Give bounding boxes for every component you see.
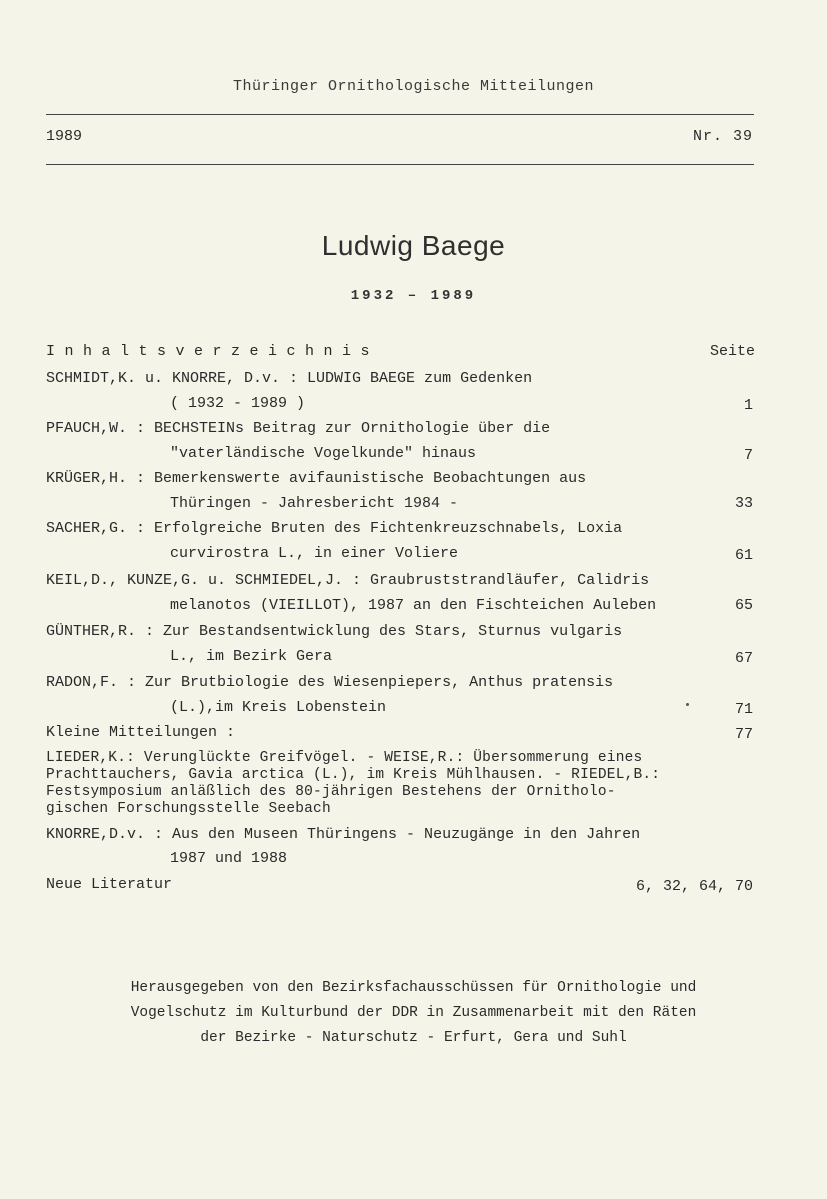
- toc-heading: Inhaltsverzeichnis: [46, 343, 380, 360]
- publisher-line: Herausgegeben von den Bezirksfachausschüssen für Ornithologie und: [130, 980, 697, 996]
- toc-entry-line: Prachttauchers, Gavia arctica (L.), im Kreis Mühlhausen. - RIEDEL,B.:: [46, 767, 661, 783]
- toc-entry-line: Festsymposium anläßlich des 80-jährigen Bestehens der Ornitholo-: [46, 784, 616, 800]
- toc-entry-page: 6, 32, 64, 70: [635, 878, 753, 895]
- toc-entry-page: 65: [734, 597, 753, 614]
- toc-entry-page: 77: [734, 726, 753, 743]
- toc-entry-page: 7: [743, 447, 753, 464]
- issue-year: 1989: [46, 128, 83, 145]
- toc-entry-line: melanotos (VIEILLOT), 1987 an den Fischteichen Auleben: [170, 597, 657, 614]
- toc-entry-page: 33: [734, 495, 753, 512]
- toc-entry-line: (L.),im Kreis Lobenstein: [170, 699, 387, 716]
- toc-entry-line: RADON,F. : Zur Brutbiologie des Wiesenpiepers, Anthus pratensis: [46, 674, 614, 691]
- toc-entry-line: KNORRE,D.v. : Aus den Museen Thüringens - Neuzugänge in den Jahren: [46, 826, 641, 843]
- toc-entry-page: 1: [743, 397, 753, 414]
- toc-entry-page: 71: [734, 701, 753, 718]
- toc-entry-line: LIEDER,K.: Verunglückte Greifvögel. - WEISE,R.: Übersommerung eines: [46, 750, 643, 766]
- toc-entry-line: PFAUCH,W. : BECHSTEINs Beitrag zur Ornithologie über die: [46, 420, 551, 437]
- toc-entry-line: gischen Forschungsstelle Seebach: [46, 801, 331, 817]
- toc-entry-line: ( 1932 - 1989 ): [170, 395, 306, 412]
- toc-entry-line: Kleine Mitteilungen :: [46, 724, 236, 741]
- header-rule-bottom: [46, 164, 754, 165]
- stray-dot: [686, 703, 689, 706]
- toc-entry-line: KEIL,D., KUNZE,G. u. SCHMIEDEL,J. : Graubruststrandläufer, Calidris: [46, 572, 650, 589]
- toc-page-label: Seite: [709, 343, 755, 360]
- toc-entry-line: "vaterländische Vogelkunde" hinaus: [170, 445, 477, 462]
- toc-entry-page: 67: [734, 650, 753, 667]
- memorial-dates: 1932 – 1989: [350, 288, 477, 304]
- toc-entry-page: 61: [734, 547, 753, 564]
- memorial-name: Ludwig Baege: [321, 230, 506, 261]
- issue-number: Nr. 39: [692, 128, 753, 145]
- toc-entry-line: Neue Literatur: [46, 876, 173, 893]
- toc-entry-line: SACHER,G. : Erfolgreiche Bruten des Fichtenkreuzschnabels, Loxia: [46, 520, 623, 537]
- toc-entry-line: L., im Bezirk Gera: [170, 648, 333, 665]
- toc-entry-line: SCHMIDT,K. u. KNORRE, D.v. : LUDWIG BAEGE zum Gedenken: [46, 370, 533, 387]
- toc-entry-line: Thüringen - Jahresbericht 1984 -: [170, 495, 459, 512]
- toc-entry-line: 1987 und 1988: [170, 850, 288, 867]
- journal-title: Thüringer Ornithologische Mitteilungen: [232, 78, 595, 95]
- toc-entry-line: GÜNTHER,R. : Zur Bestandsentwicklung des Stars, Sturnus vulgaris: [46, 623, 623, 640]
- header-rule-top: [46, 114, 754, 115]
- publisher-line: der Bezirke - Naturschutz - Erfurt, Gera und Suhl: [200, 1030, 627, 1046]
- toc-entry-line: KRÜGER,H. : Bemerkenswerte avifaunistische Beobachtungen aus: [46, 470, 587, 487]
- publisher-line: Vogelschutz im Kulturbund der DDR in Zusammenarbeit mit den Räten: [130, 1005, 697, 1021]
- toc-entry-line: curvirostra L., in einer Voliere: [170, 545, 459, 562]
